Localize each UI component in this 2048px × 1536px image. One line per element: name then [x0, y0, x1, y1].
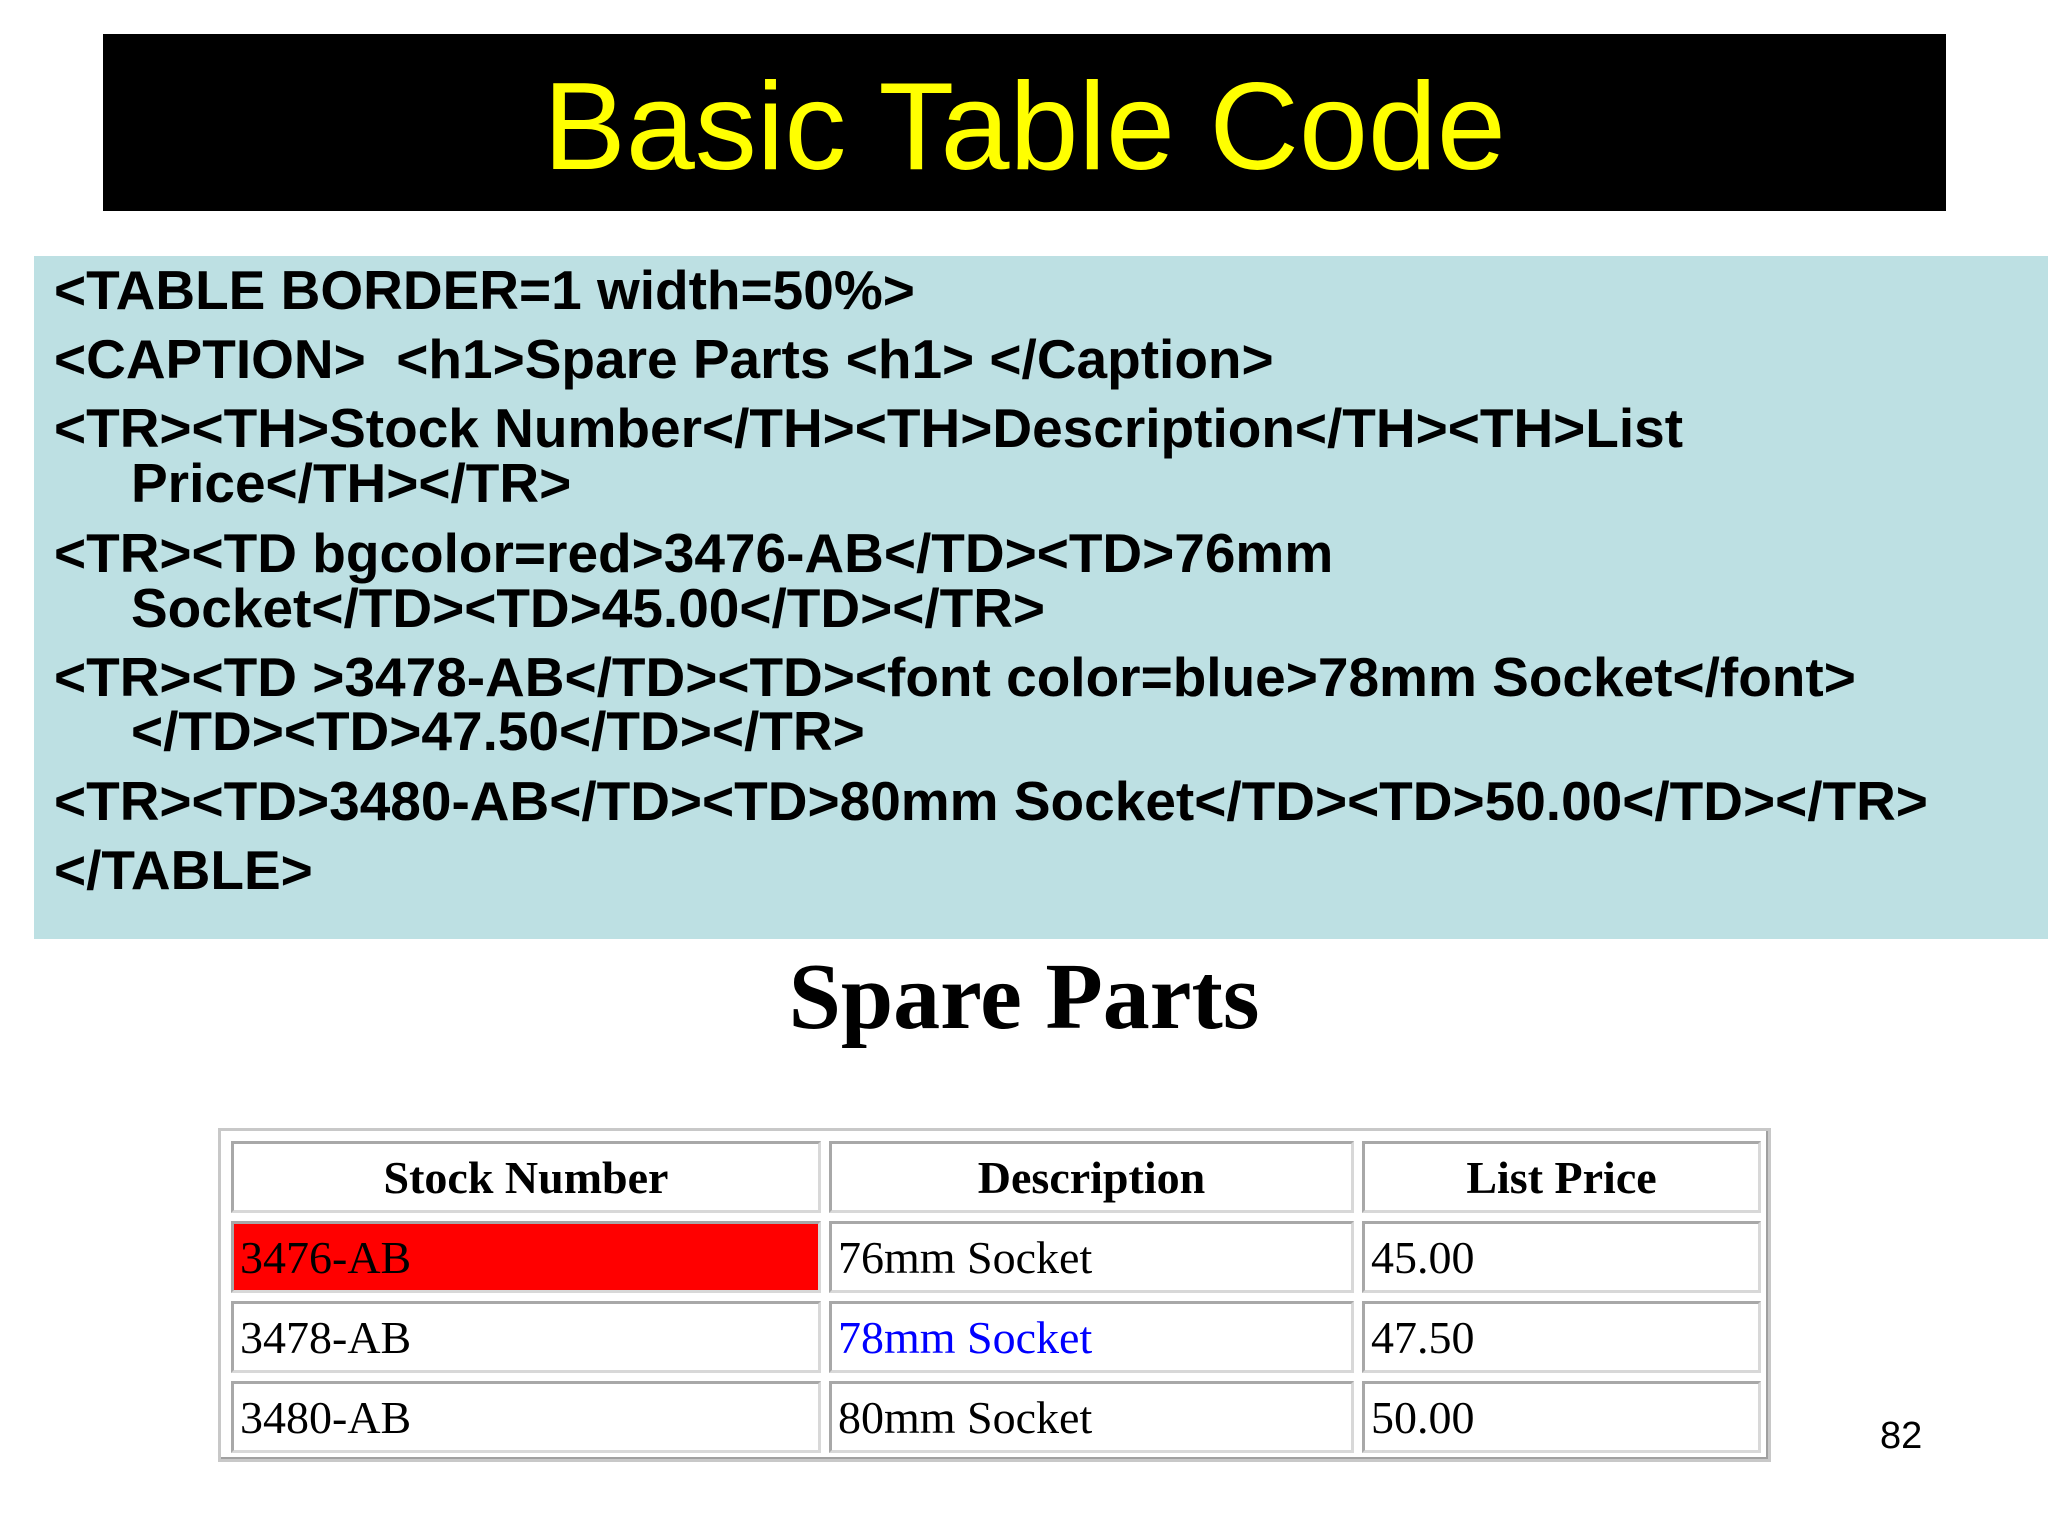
- table-cell-stock: 3478-AB: [231, 1301, 821, 1373]
- table-cell-stock: 3480-AB: [231, 1381, 821, 1453]
- code-line-row-1: <TR><TD bgcolor=red>3476-AB</TD><TD>76mm: [54, 522, 1334, 584]
- code-panel: [34, 256, 2048, 939]
- code-line-row-2: <TR><TD >3478-AB</TD><TD><font color=blue>78mm Socket</font>: [54, 646, 1856, 708]
- code-line-row-3: <TR><TD>3480-AB</TD><TD>80mm Socket</TD><TD>50.00</TD></TR>: [54, 770, 1928, 832]
- spare-parts-table: [218, 1128, 1771, 1462]
- title-bar: [103, 34, 1946, 211]
- table-cell-description: 80mm Socket: [829, 1381, 1354, 1453]
- code-line-header-row: <TR><TH>Stock Number</TH><TH>Description</TH><TH>List: [54, 397, 1684, 459]
- header-list-price: List Price: [1362, 1141, 1761, 1213]
- table-caption: Spare Parts: [788, 945, 1260, 1049]
- code-line-table-open: <TABLE BORDER=1 width=50%>: [54, 259, 915, 321]
- page-number: 82: [1880, 1415, 1923, 1457]
- table-cell-stock: 3476-AB: [231, 1221, 821, 1293]
- table-cell-price: 50.00: [1362, 1381, 1761, 1453]
- code-line-caption: <CAPTION> <h1>Spare Parts <h1> </Caption>: [54, 328, 1274, 390]
- table-cell-price: 45.00: [1362, 1221, 1761, 1293]
- table-cell-price: 47.50: [1362, 1301, 1761, 1373]
- code-line-row-1-cont: Socket</TD><TD>45.00</TD></TR>: [131, 577, 1046, 639]
- header-stock-number: Stock Number: [231, 1141, 821, 1213]
- code-line-row-2-cont: </TD><TD>47.50</TD></TR>: [131, 700, 865, 762]
- slide-title: Basic Table Code: [543, 57, 1506, 196]
- table-cell-description: 76mm Socket: [829, 1221, 1354, 1293]
- header-description: Description: [829, 1141, 1354, 1213]
- code-line-table-close: </TABLE>: [54, 839, 313, 901]
- table-cell-description: 78mm Socket: [829, 1301, 1354, 1373]
- code-line-header-row-cont: Price</TH></TR>: [131, 452, 572, 514]
